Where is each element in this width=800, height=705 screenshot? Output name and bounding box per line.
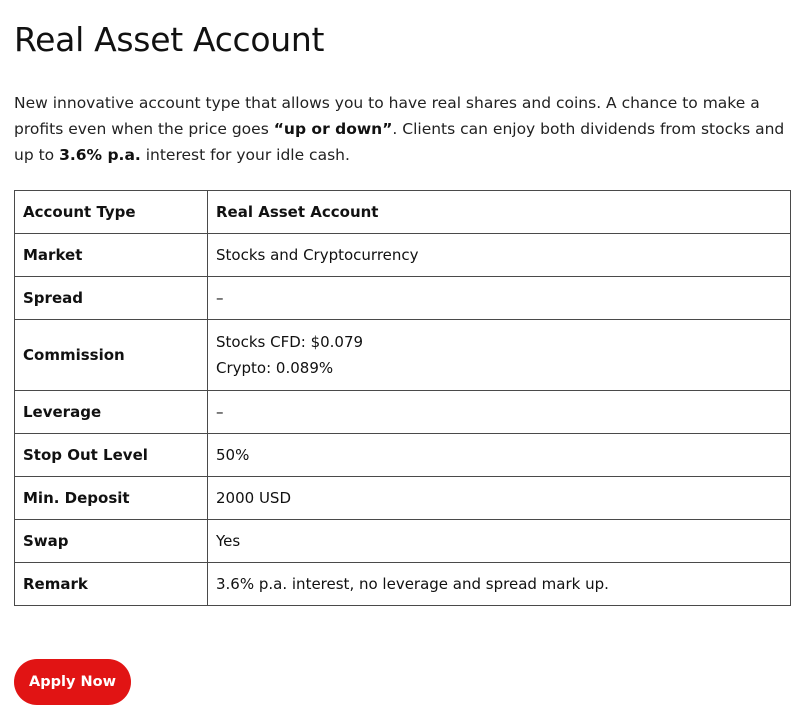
account-spec-table [14, 190, 791, 606]
apply-now-button[interactable]: Apply Now [14, 659, 131, 705]
row-value: 2000 USD [208, 477, 791, 520]
row-label: Stop Out Level [15, 434, 208, 477]
table-row-leverage [15, 391, 791, 434]
row-label: Swap [15, 520, 208, 563]
row-label: Leverage [15, 391, 208, 434]
table-row-market [15, 234, 791, 277]
intro-text-3: interest for your idle cash. [140, 146, 350, 164]
commission-stocks: Stocks CFD: $0.079 [216, 333, 364, 351]
table-row-account-type [15, 191, 791, 234]
page-title: Real Asset Account [14, 20, 325, 59]
table-row-swap [15, 520, 791, 563]
row-value: 50% [208, 434, 791, 477]
row-value [208, 320, 791, 391]
intro-paragraph [14, 90, 790, 168]
intro-text-1: New innovative account type that allows you to have real shares and coins. A chance to make a profits even when the price goes [14, 94, 760, 138]
table-row-stop-out-level [15, 434, 791, 477]
row-value: Yes [208, 520, 791, 563]
row-label: Min. Deposit [15, 477, 208, 520]
row-value: 3.6% p.a. interest, no leverage and spread mark up. [208, 563, 791, 606]
table-row-remark [15, 563, 791, 606]
row-value: Real Asset Account [208, 191, 791, 234]
intro-emphasis-up-or-down: “up or down” [273, 120, 393, 138]
row-label: Market [15, 234, 208, 277]
row-label: Remark [15, 563, 208, 606]
table-row-spread [15, 277, 791, 320]
table-row-commission [15, 320, 791, 391]
intro-emphasis-interest-rate: 3.6% p.a. [59, 146, 141, 164]
row-label: Commission [15, 320, 208, 391]
intro-text-2: . Clients can enjoy both dividends from stocks and up to [14, 120, 785, 164]
commission-crypto: Crypto: 0.089% [216, 359, 334, 377]
row-value: – [208, 277, 791, 320]
row-value: Stocks and Cryptocurrency [208, 234, 791, 277]
row-value: – [208, 391, 791, 434]
row-label: Account Type [15, 191, 208, 234]
table-row-min-deposit [15, 477, 791, 520]
row-label: Spread [15, 277, 208, 320]
